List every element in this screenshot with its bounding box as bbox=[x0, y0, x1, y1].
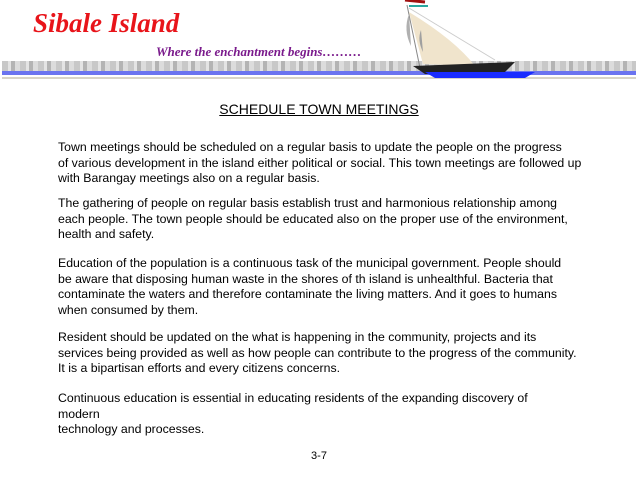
site-title: Sibale Island bbox=[33, 8, 180, 38]
paragraph: The gathering of people on regular basis establish trust and harmonious relationship among each people. The town people should be educated also on the proper use of the environment, health and safety. bbox=[58, 196, 568, 241]
paragraph: Resident should be updated on the what is happening in the community, projects and its services being provided as well as how people can contribute to the progress of the community. It is a bipartisan efforts and every citizens concerns. bbox=[58, 330, 577, 375]
paragraph: Town meetings should be scheduled on a regular basis to update the people on the progress of various development in the island either political or social. This town meetings are followed up with Barangay meetings also on a regular basis. bbox=[58, 140, 582, 185]
page-number: 3-7 bbox=[311, 450, 327, 462]
paragraph: Continuous education is essential in educating residents of the expanding discovery of modern technology and processes. bbox=[58, 391, 528, 436]
tagline: Where the enchantment begins……… bbox=[156, 44, 362, 59]
page-heading: SCHEDULE TOWN MEETINGS bbox=[219, 101, 419, 117]
paragraph: Education of the population is a continuous task of the municipal government. People should be aware that disposing human waste in the shores of th island is unhealthful. Bacteria that contaminate the waters and therefore contaminate the living matters. And it goes to humans when consumed by them. bbox=[58, 256, 562, 317]
sailboat-icon bbox=[395, 0, 545, 80]
